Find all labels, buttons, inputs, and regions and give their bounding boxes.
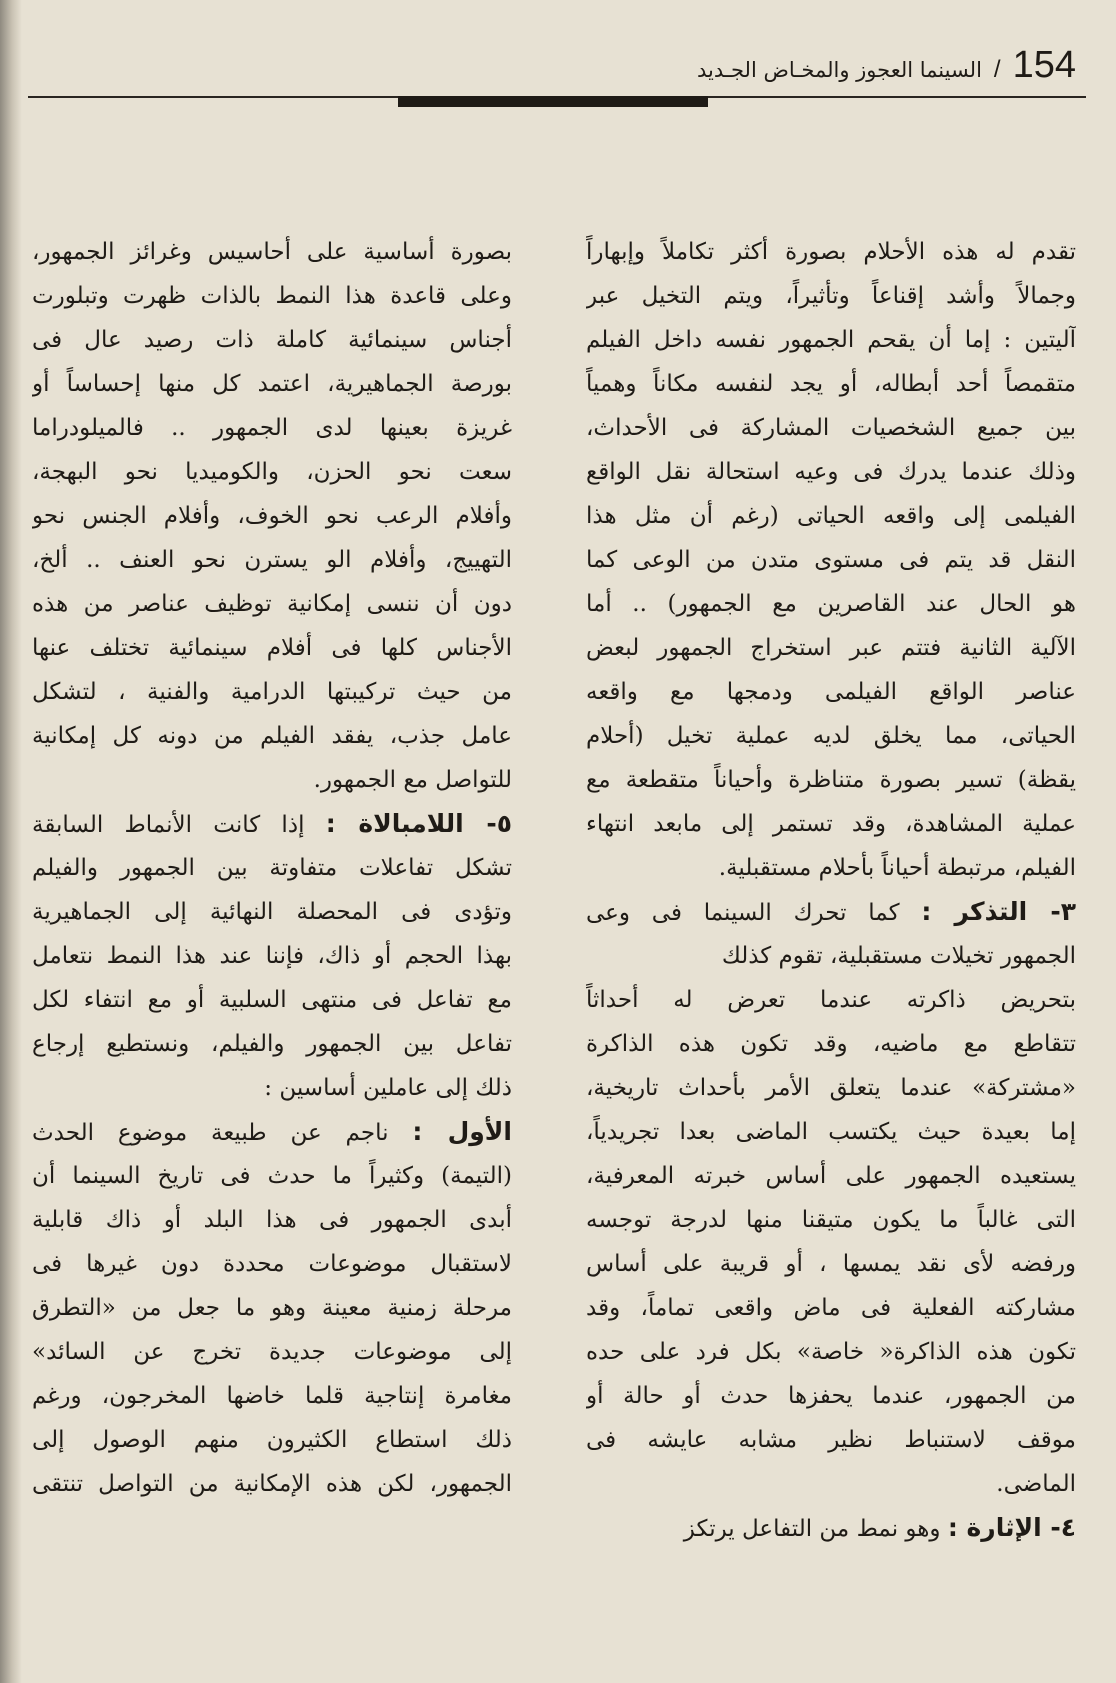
line-text: التى غالباً ما يكون متيقنا منها لدرجة توجسه [586,1207,1076,1233]
text-line [586,890,1076,934]
line-text: الآلية الثانية فتتم عبر استخراج الجمهور لبعض [586,635,1076,661]
line-text: تشكل تفاعلات متفاوتة بين الجمهور والفيلم [32,855,512,881]
line-text: بين جميع الشخصيات المشاركة فى الأحداث، [586,415,1076,441]
text-line [32,1242,512,1286]
line-text: وتؤدى فى المحصلة النهائية إلى الجماهيرية [32,899,512,925]
line-text: مع تفاعل فى منتهى السلبية أو مع انتفاء لكل [32,987,512,1013]
line-text: تكون هذه الذاكرة« خاصة» بكل فرد على حده [586,1339,1076,1365]
text-line [586,1154,1076,1198]
text-line [586,846,1076,890]
text-line [586,1286,1076,1330]
line-text: الجمهور تخيلات مستقبلية، تقوم كذلك [721,943,1076,969]
text-line [32,1286,512,1330]
line-text: عناصر الواقع الفيلمى ودمجها مع واقعه [586,679,1076,705]
section-term: ٣- التذكر : [921,897,1076,926]
line-text: التهييج، وأفلام الو يسترن نحو العنف .. ألخ، [32,547,512,573]
text-line [586,626,1076,670]
text-line [32,582,512,626]
line-text: آليتين : إما أن يقحم الجمهور نفسه داخل الفيلم [586,327,1076,353]
text-line [586,1198,1076,1242]
text-line [586,1418,1076,1462]
text-line [32,1418,512,1462]
text-line [586,1462,1076,1506]
line-text: إذا كانت الأنماط السابقة [32,812,326,838]
line-text: أجناس سينمائية كاملة ذات رصيد عال فى [32,327,512,353]
text-line [586,274,1076,318]
text-line [32,406,512,450]
line-text: الحياتى، مما يخلق لديه عملية تخيل (أحلام [586,723,1076,749]
line-text: تقدم له هذه الأحلام بصورة أكثر تكاملاً وإبهاراً [586,239,1076,265]
text-line [32,758,512,802]
line-text: عامل جذب، يفقد الفيلم من دونه كل إمكانية [32,723,512,749]
page-header [697,44,1076,87]
text-line [586,978,1076,1022]
right-text-column [586,230,1076,1550]
line-text: هو الحال عند القاصرين مع الجمهور) .. أما [586,591,1076,617]
line-text: مغامرة إنتاجية قلما خاضها المخرجون، ورغم [32,1383,512,1409]
text-line [586,802,1076,846]
line-text: وهو نمط من التفاعل يرتكز [683,1516,948,1542]
text-line [32,1110,512,1154]
line-text: وأفلام الرعب نحو الخوف، وأفلام الجنس نحو [32,503,512,529]
line-text: ورفضه لأى نقد يمسها ، أو قريبة على أساس [586,1251,1076,1277]
text-line [32,714,512,758]
line-text: موقف لاستنباط نظير مشابه عايشه فى [586,1427,1076,1453]
text-line [586,1110,1076,1154]
text-line [586,230,1076,274]
text-line [32,802,512,846]
text-line [586,1242,1076,1286]
text-line [32,450,512,494]
section-term: ٤- الإثارة : [947,1513,1076,1542]
left-text-column [32,230,512,1506]
line-text: الأجناس كلها فى أفلام سينمائية تختلف عنها [32,635,512,661]
section-term: ٥- اللامبالاة : [325,809,512,838]
line-text: متقمصاً أحد أبطاله، أو يجد لنفسه مكاناً وهمياً [586,371,1076,397]
line-text: بهذا الحجم أو ذاك، فإننا عند هذا النمط نتعامل [32,943,512,969]
line-text: الماضى. [996,1471,1076,1497]
line-text: تتقاطع مع ماضيه، وقد تكون هذه الذاكرة [586,1031,1076,1057]
text-line [586,450,1076,494]
line-text: الفيلمى إلى واقعه الحياتى (رغم أن مثل هذا [586,503,1076,529]
text-line [586,1330,1076,1374]
text-line [32,1374,512,1418]
line-text: وجمالاً وأشد إقناعاً وتأثيراً، ويتم التخيل عبر [586,283,1076,309]
line-text: يقظة) تسير بصورة متناظرة وأحياناً متقطعة مع [586,767,1076,793]
text-line [586,670,1076,714]
text-line [32,890,512,934]
book-spine-shadow [0,0,22,1683]
line-text: مشاركته الفعلية فى ماض واقعى تماماً، وقد [586,1295,1076,1321]
line-text: غريزة بعينها لدى الجمهور .. فالميلودراما [32,415,512,441]
text-line [32,670,512,714]
section-term: الأول : [412,1117,512,1146]
text-line [586,1506,1076,1550]
line-text: بتحريض ذاكرته عندما تعرض له أحداثاً [586,987,1076,1013]
line-text: عملية المشاهدة، وقد تستمر إلى مابعد انتهاء [586,811,1076,837]
line-text: كما تحرك السينما فى وعى [586,900,922,926]
line-text: بصورة أساسية على أحاسيس وغرائز الجمهور، [32,239,512,265]
line-text: وعلى قاعدة هذا النمط بالذات ظهرت وتبلورت [32,283,512,309]
line-text: أبدى الجمهور فى هذا البلد أو ذاك قابلية [32,1207,512,1233]
text-line [586,582,1076,626]
text-line [32,934,512,978]
text-line [32,1022,512,1066]
line-text: لاستقبال موضوعات محددة دون غيرها فى [32,1251,512,1277]
text-line [32,1198,512,1242]
line-text: ذلك استطاع الكثيرون منهم الوصول إلى [32,1427,512,1453]
line-text: النقل قد يتم فى مستوى متدن من الوعى كما [586,547,1076,573]
text-line [586,1022,1076,1066]
text-line [32,362,512,406]
text-line [32,846,512,890]
text-line [586,318,1076,362]
text-line [586,494,1076,538]
text-line [586,406,1076,450]
text-line [586,1066,1076,1110]
line-text: سعت نحو الحزن، والكوميديا نحو البهجة، [32,459,512,485]
line-text: «مشتركة» عندما يتعلق الأمر بأحداث تاريخية، [586,1075,1076,1101]
text-line [586,934,1076,978]
text-line [32,230,512,274]
text-line [32,978,512,1022]
text-line [32,1462,512,1506]
line-text: ناجم عن طبيعة موضوع الحدث [32,1120,413,1146]
line-text: (التيمة) وكثيراً ما حدث فى تاريخ السينما أن [32,1163,512,1189]
text-line [586,1374,1076,1418]
running-title: السينما العجوز والمخـاض الجـديد [696,58,982,82]
text-line [586,758,1076,802]
text-line [32,494,512,538]
text-line [586,538,1076,582]
text-line [32,1066,512,1110]
line-text: يستعيده الجمهور على أساس خبرته المعرفية، [586,1163,1076,1189]
line-text: الجمهور، لكن هذه الإمكانية من التواصل تنتقى [32,1471,512,1497]
line-text: بورصة الجماهيرية، اعتمد كل منها إحساساً أو [32,371,512,397]
line-text: تفاعل بين الجمهور والفيلم، ونستطيع إرجاع [32,1031,512,1057]
line-text: مرحلة زمنية معينة وهو ما جعل من «التطرق [32,1295,512,1321]
text-line [586,362,1076,406]
header-separator: / [993,56,1001,83]
line-text: وذلك عندما يدرك فى وعيه استحالة نقل الواقع [586,459,1076,485]
line-text: إلى موضوعات جديدة تخرج عن السائد» [32,1339,512,1365]
line-text: من الجمهور، عندما يحفزها حدث أو حالة أو [586,1383,1076,1409]
text-line [32,1154,512,1198]
text-line [32,538,512,582]
line-text: دون أن ننسى إمكانية توظيف عناصر من هذه [32,591,512,617]
page-number: 154 [1012,44,1076,86]
text-line [586,714,1076,758]
line-text: إما بعيدة حيث يكتسب الماضى بعدا تجريدياً، [586,1119,1076,1145]
text-line [32,1330,512,1374]
line-text: ذلك إلى عاملين أساسين : [264,1075,512,1101]
line-text: للتواصل مع الجمهور. [313,767,512,793]
line-text: من حيث تركيبتها الدرامية والفنية ، لتشكل [32,679,512,705]
line-text: الفيلم، مرتبطة أحياناً بأحلام مستقبلية. [718,855,1076,881]
text-line [32,318,512,362]
header-rule-accent [398,96,708,107]
text-line [32,626,512,670]
text-line [32,274,512,318]
